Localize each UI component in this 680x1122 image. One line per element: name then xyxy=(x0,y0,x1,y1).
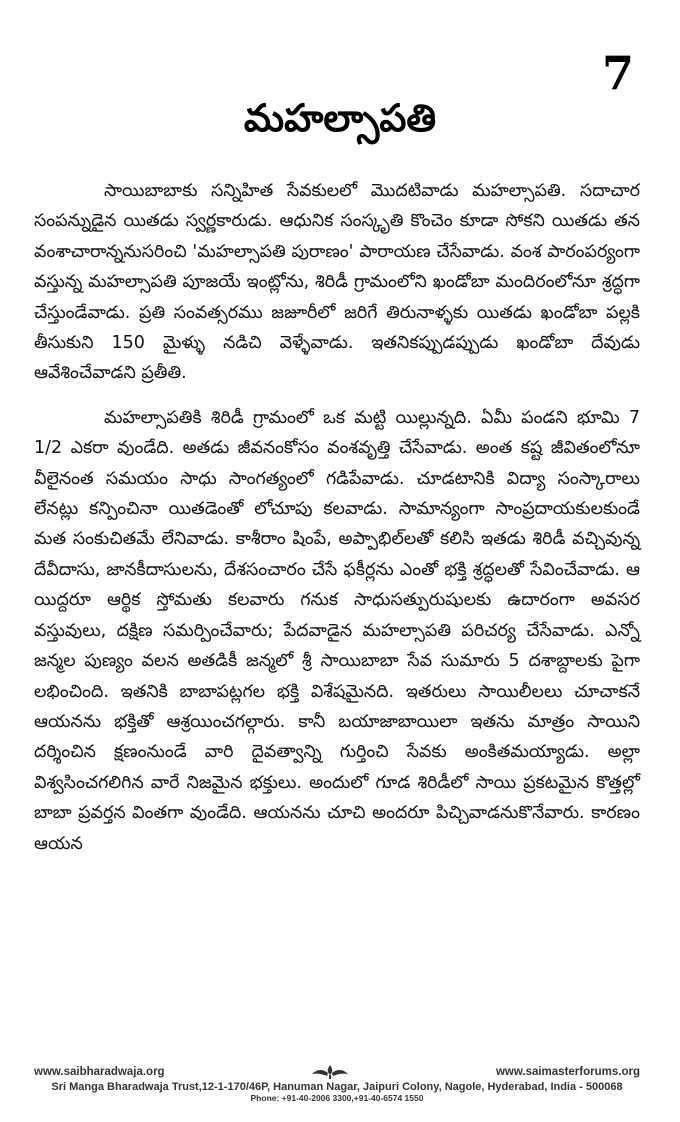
footer-right-url[interactable]: www.saimasterforums.org xyxy=(495,1066,640,1078)
body-text xyxy=(34,176,640,859)
footer-left-url[interactable]: www.saibharadwaja.org xyxy=(34,1066,165,1078)
emblem-icon xyxy=(308,1064,352,1080)
footer-address: Sri Manga Bharadwaja Trust,12-1-170/46P, Hanuman Nagar, Jaipuri Colony, Nagole, Hyderabad, India - 500068 xyxy=(51,1081,623,1093)
paragraph: మహల్సాపతికి శిరిడీ గ్రామంలో ఒక మట్టి యిల్లున్నది. ఏమీ పండని భూమి 7 1/2 ఎకరా వుండేది. అతడు జీవనంకోసం వంశవృత్తి చేసేవాడు. అంత కష్ట జీవితంలోనూ వీలైనంత సమయం సాధు సాంగత్యంలో గడిపేవాడు. చూడటానికి విద్యా సంస్కారాలు లేనట్లు కన్పించినా యితడెంతో లోచూపు కలవాడు. సామాన్యంగా సాంప్రదాయకులకుండే మత సంకుచితమే లేనివాడు. కాశీరాం షింపే, అప్పాభిల్‌లతో కలిసి ఇతడు శిరిడీ వచ్చివున్న దేవీదాసు, జానకీదాసులను, దేశసంచారం చేసే ఫకీర్లను ఎంతో భక్తి శ్రద్ధలతో సేవించేవాడు. ఆ యిద్దరూ ఆర్థిక స్తోమతు కలవారు గనుక సాధుసత్పురుషులకు ఉదారంగా అవసర వస్తువులు, దక్షిణ సమర్పించేవారు; పేదవాడైన మహల్సాపతి పరిచర్య చేసేవాడు. ఎన్నో జన్మల పుణ్యం వలన అతడికీ జన్మలో శ్రీ సాయిబాబా సేవ సుమారు 5 దశాబ్దాలకు పైగా లభించింది. ఇతనికి బాబాపట్లగల భక్తి విశేషమైనది. ఇతరులు సాయిలీలలు చూచాకనే ఆయనను భక్తితో ఆశ్రయించగల్గారు. కానీ బయాజాబాయిలా ఇతను మాత్రం సాయిని దర్శించిన క్షణంనుండే వారి దైవత్వాన్ని గుర్తించి సేవకు అంకితమయ్యాడు. అల్లా విశ్వసించగలిగిన వారే నిజమైన భక్తులు. అందులో గూడ శిరిడీలో సాయి ప్రకటమైన కొత్తల్లో బాబా ప్రవర్తన వింతగా వుండేది. ఆయనను చూచి అందరూ పిచ్చివాడనుకొనేవారు. కారణం ఆయన xyxy=(34,407,640,854)
paragraph: సాయిబాబాకు సన్నిహిత సేవకులలో మొదటివాడు మహల్సాపతి. సదాచార సంపన్నుడైన యితడు స్వర్ణకారుడు. ఆధునిక సంస్కృతి కొంచెం కూడా సోకని యితడు తన వంశాచారాన్ననుసరించి 'మహల్సాపతి పురాణం' పారాయణ చేసేవాడు. వంశ పారంపర్యంగా వస్తున్న మహల్సాపతి పూజయే ఇంట్లోను, శిరిడీ గ్రామంలోని ఖండోబా మందిరంలోనూ శ్రద్ధగా చేస్తుండేవాడు. ప్రతి సంవత్సరము జజూరీలో జరిగే తిరునాళ్ళకు యితడు ఖండోబా పల్లకి తీసుకుని 150 మైళ్ళు నడిచి వెళ్ళేవాడు. ఇతనికప్పుడప్పుడు ఖండోబా దేవుడు ఆవేశించేవాడని ప్రతీతి. xyxy=(34,181,640,384)
page-title: మహల్సాపతి xyxy=(243,96,437,140)
footer-phone: Phone: +91-40-2006 3300,+91-40-6574 1550 xyxy=(250,1093,424,1103)
footer xyxy=(34,1064,640,1103)
chapter-number: 7 xyxy=(601,46,634,100)
